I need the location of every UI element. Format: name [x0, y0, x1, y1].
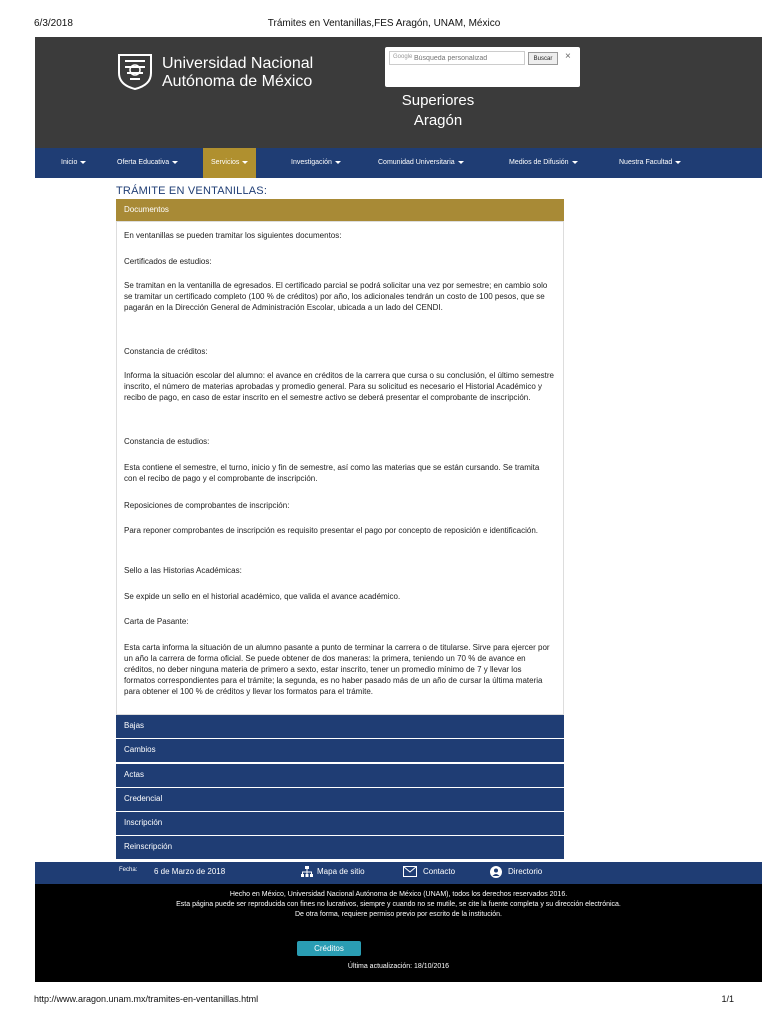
- chevron-down-icon: [80, 161, 86, 164]
- nav-medios[interactable]: [509, 148, 578, 178]
- contact-link[interactable]: Contacto: [423, 867, 456, 876]
- text-certificados: Se tramitan en la ventanilla de egresados. El certificado parcial se podrá solicitar una vez por semestre; en cambio solo se tramitar un certificado completo (100 % de créditos) por año, los adicionales tendrán un costo de 100 pesos, que se pagarán en la Dirección General de Administración Escolar, ubicada a un lado del CENDI.: [124, 281, 548, 312]
- nav-comunidad-label: Comunidad Universitaria: [378, 159, 455, 166]
- directory-link[interactable]: Directorio: [508, 867, 543, 876]
- heading-certificados: Certificados de estudios:: [124, 257, 212, 266]
- footer-legal: [35, 884, 762, 982]
- fes-name[interactable]: [393, 91, 483, 131]
- chevron-down-icon: [242, 161, 248, 164]
- user-icon: [490, 866, 502, 878]
- heading-constancia-creditos: Constancia de créditos:: [124, 347, 208, 356]
- text-reposiciones: Para reponer comprobantes de inscripción es requisito presentar el pago por concepto de reposición e identificación.: [124, 526, 539, 535]
- close-icon[interactable]: ×: [565, 51, 571, 62]
- site-header: [35, 37, 762, 148]
- print-title: Trámites en Ventanillas,FES Aragón, UNAM, México: [267, 18, 501, 29]
- footer-bar: [35, 862, 762, 884]
- mail-icon: [403, 866, 417, 877]
- text-carta-pasante: Esta carta informa la situación de un alumno pasante a punto de terminar la carrera o de titularse. Sirve para ejercer por un año la carrera de forma oficial. Se puede obtener de dos maneras: la primera, teniendo un 70 % de avance en créditos, no deber ninguna materia de primero a sexto, estar inscrito, tener un promedio mínimo de 7 y llevar los formatos correspondientes para el trámite; la segunda, es no haber pasado más de un año de cursar la última materia para obtener el 100 % de créditos y llevar los formatos para el trámite.: [124, 643, 550, 696]
- fes-name-line2: Aragón: [413, 112, 463, 129]
- documents-panel: [116, 221, 564, 715]
- copyright-line1: Hecho en México, Universidad Nacional Autónoma de México (UNAM), todos los derechos reservados 2016.: [229, 891, 568, 898]
- print-header: [0, 18, 768, 32]
- nav-inicio[interactable]: [61, 148, 86, 178]
- chevron-down-icon: [675, 161, 681, 164]
- fecha-value: 6 de Marzo de 2018: [154, 867, 226, 876]
- chevron-down-icon: [572, 161, 578, 164]
- copyright-line3: De otra forma, requiere permiso previo por escrito de la institución.: [295, 911, 502, 918]
- intro-text: En ventanillas se pueden tramitar los siguientes documentos:: [124, 231, 342, 240]
- sitemap-icon: [301, 866, 313, 878]
- print-url: http://www.aragon.unam.mx/tramites-en-ventanillas.html: [34, 994, 259, 1004]
- text-sello: Se expide un sello en el historial académico, que valida el avance académico.: [124, 592, 401, 601]
- heading-reposiciones: Reposiciones de comprobantes de inscripción:: [124, 501, 290, 510]
- print-page-number: 1/1: [721, 994, 734, 1004]
- text-constancia-estudios: Esta contiene el semestre, el turno, inicio y fin de semestre, así como las materias que se están cursando. Se tramita con el recibo de pago y el comprobante de inscripción.: [124, 463, 540, 483]
- unam-crest-icon[interactable]: [115, 51, 155, 91]
- accordion-inscripcion[interactable]: Inscripción: [116, 812, 564, 836]
- heading-constancia-estudios: Constancia de estudios:: [124, 437, 210, 446]
- chevron-down-icon: [172, 161, 178, 164]
- accordion-reinscripcion[interactable]: Reinscripción: [116, 836, 564, 860]
- search-button[interactable]: Buscar: [528, 52, 558, 65]
- accordion-cambios[interactable]: Cambios: [116, 739, 564, 763]
- university-name[interactable]: [162, 55, 313, 91]
- nav-nuestra-facultad[interactable]: [619, 148, 681, 178]
- nav-comunidad[interactable]: [378, 148, 464, 178]
- page-title: TRÁMITE EN VENTANILLAS:: [116, 185, 268, 197]
- nav-servicios-label: Servicios: [211, 159, 240, 166]
- university-name-line2: Autónoma de México: [162, 73, 313, 90]
- university-name-line1: Universidad Nacional: [162, 55, 314, 72]
- nav-facultad-label: Nuestra Facultad: [619, 159, 673, 166]
- nav-oferta-label: Oferta Educativa: [117, 159, 170, 166]
- nav-medios-label: Medios de Difusión: [509, 159, 569, 166]
- print-date: 6/3/2018: [34, 18, 73, 29]
- accordion-credencial[interactable]: Credencial: [116, 788, 564, 812]
- fes-name-line1: Superiores: [401, 92, 475, 109]
- heading-carta-pasante: Carta de Pasante:: [124, 617, 189, 626]
- nav-servicios[interactable]: [203, 148, 256, 178]
- copyright-text: [95, 890, 702, 920]
- last-updated: Última actualización: 18/10/2016: [347, 963, 450, 970]
- copyright-line2: Esta página puede ser reproducida con fines no lucrativos, siempre y cuando no se mutile, se cite la fuente completa y su dirección electrónica.: [176, 901, 621, 908]
- search-panel: [385, 47, 580, 87]
- credits-button[interactable]: Créditos: [297, 941, 361, 956]
- nav-inicio-label: Inicio: [61, 159, 78, 166]
- nav-investigacion[interactable]: [291, 148, 341, 178]
- nav-oferta-educativa[interactable]: [117, 148, 178, 178]
- accordion-actas[interactable]: Actas: [116, 764, 564, 788]
- nav-investigacion-label: Investigación: [291, 159, 332, 166]
- text-constancia-creditos: Informa la situación escolar del alumno: el avance en créditos de la carrera que cursa o su conclusión, el último semestre inscrito, el número de materias aprobadas y promedio general. Para su solicitud es necesario el Historial Académico y recibo de pago, en caso de estar inscrito en el semestre activo se deberá presentar el comprobante de inscripción.: [124, 371, 554, 402]
- chevron-down-icon: [458, 161, 464, 164]
- accordion-bajas[interactable]: Bajas: [116, 715, 564, 739]
- google-tag: Google: [393, 54, 413, 60]
- main-nav: [35, 148, 762, 178]
- heading-sello: Sello a las Historias Académicas:: [124, 566, 242, 575]
- chevron-down-icon: [335, 161, 341, 164]
- fecha-label: Fecha:: [119, 867, 138, 873]
- tab-documentos[interactable]: Documentos: [116, 199, 564, 221]
- sitemap-link[interactable]: Mapa de sitio: [317, 867, 365, 876]
